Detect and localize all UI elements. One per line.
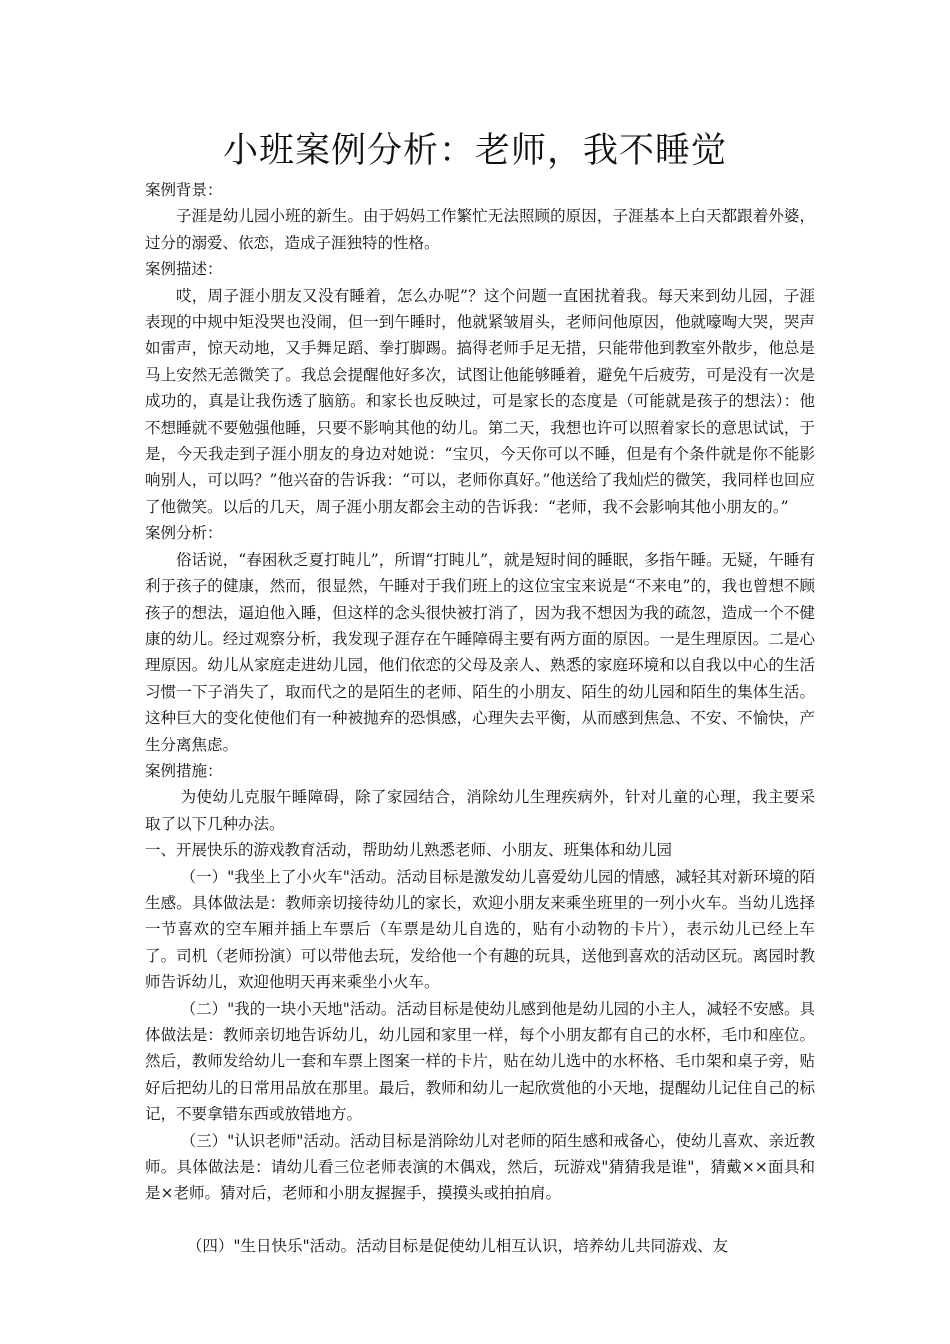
paragraph-measures-intro: 为使幼儿克服午睡障碍，除了家园结合，消除幼儿生理疾病外，针对儿童的心理，我主要采取了以下几种办法。 xyxy=(145,788,815,833)
paragraph-activity-2: （二）"我的一块小天地"活动。活动目标是使幼儿感到他是幼儿园的小主人，减轻不安感。具体做法是：教师亲切地告诉幼儿，幼儿园和家里一样，每个小朋友都有自己的水杯，毛巾和座位。然后，教师发给幼儿一套和车票上图案一样的卡片，贴在幼儿选中的水杯格、毛巾架和桌子旁，贴好后把幼儿的日常用品放在那里。最后，教师和幼儿一起欣赏他的小天地，提醒幼儿记住自己的标记，不要拿错东西或放错地方。 xyxy=(145,999,815,1124)
section-heading-description: 案例描述： xyxy=(145,260,223,279)
paragraph-description: 哎，周子涯小朋友又没有睡着，怎么办呢”？这个问题一直困扰着我。每天来到幼儿园，子涯表现的中规中矩没哭也没闹，但一到午睡时，他就紧皱眉头，老师问他原因，他就嚎啕大哭，哭声如雷声，惊天动地，又手舞足蹈、拳打脚踢。搞得老师手足无措，只能带他到教室外散步，他总是马上安然无恙微笑了。我总会提醒他好多次，试图让他能够睡着，避免午后疲劳，可是没有一次是成功的，真是让我伤透了脑筋。和家长也反映过，可是家长的态度是（可能就是孩子的想法）：他不想睡就不要勉强他睡，只要不影响其他的幼儿。第二天，我想也许可以照着家长的意思试试，于是，今天我走到子涯小朋友的身边对她说：“宝贝，今天你可以不睡，但是有个条件就是你不能影响别人，可以吗？”他兴奋的告诉我：“可以，老师你真好。”他送给了我灿烂的微笑，我同样也回应了他微笑。以后的几天，周子涯小朋友都会主动的告诉我：“老师，我不会影响其他小朋友的。” xyxy=(145,286,815,516)
document-body xyxy=(145,177,815,1259)
page-title: 小班案例分析：老师，我不睡觉 xyxy=(222,131,727,171)
section-heading-analysis: 案例分析： xyxy=(145,524,223,543)
paragraph-activity-3: （三）"认识老师"活动。活动目标是消除幼儿对老师的陌生感和戒备心，使幼儿喜欢、亲近教师。具体做法是：请幼儿看三位老师表演的木偶戏，然后，玩游戏"猜猜我是谁"，猜戴××面具和是×老师。猜对后，老师和小朋友握握手，摸摸头或拍拍肩。 xyxy=(145,1131,815,1203)
paragraph-analysis: 俗话说，“春困秋乏夏打盹儿”，所谓“打盹儿”，就是短时间的睡眠，多指午睡。无疑，午睡有利于孩子的健康，然而，很显然，午睡对于我们班上的这位宝宝来说是“不来电”的，我也曾想不顾孩子的想法，逼迫他入睡，但这样的念头很快被打消了，因为我不想因为我的疏忽，造成一个不健康的幼儿。经过观察分析，我发现子涯存在午睡障碍主要有两方面的原因。一是生理原因。二是心理原因。幼儿从家庭走进幼儿园，他们依恋的父母及亲人、熟悉的家庭环境和以自我以中心的生活习惯一下子消失了，取而代之的是陌生的老师、陌生的小朋友、陌生的幼儿园和陌生的集体生活。这种巨大的变化使他们有一种被抛弃的恐惧感，心理失去平衡，从而感到焦急、不安、不愉快，产生分离焦虑。 xyxy=(145,550,815,754)
paragraph-background: 子涯是幼儿园小班的新生。由于妈妈工作繁忙无法照顾的原因，子涯基本上白天都跟着外婆，过分的溺爱、依恋，造成子涯独特的性格。 xyxy=(145,207,815,252)
section-heading-background: 案例背景： xyxy=(145,181,223,199)
subheading-activities: 一、开展快乐的游戏教育活动，帮助幼儿熟悉老师、小朋友、班集体和幼儿园 xyxy=(145,841,673,860)
section-heading-measures: 案例措施： xyxy=(145,761,223,780)
paragraph-activity-1: （一）"我坐上了小火车"活动。活动目标是激发幼儿喜爱幼儿园的情感，减轻其对新环境的陌生感。具体做法是：教师亲切接待幼儿的家长，欢迎小朋友来乘坐班里的一列小火车。当幼儿选择一节喜欢的空车厢并插上车票后（车票是幼儿自选的，贴有小动物的卡片），表示幼儿已经上车了。司机（老师扮演）可以带他去玩，发给他一个有趣的玩具，送他到喜欢的活动区玩。离园时教师告诉幼儿，欢迎他明天再来乘坐小火车。 xyxy=(145,867,815,992)
paragraph-activity-4: （四）"生日快乐"活动。活动目标是促使幼儿相互认识，培养幼儿共同游戏、友 xyxy=(186,1236,729,1255)
